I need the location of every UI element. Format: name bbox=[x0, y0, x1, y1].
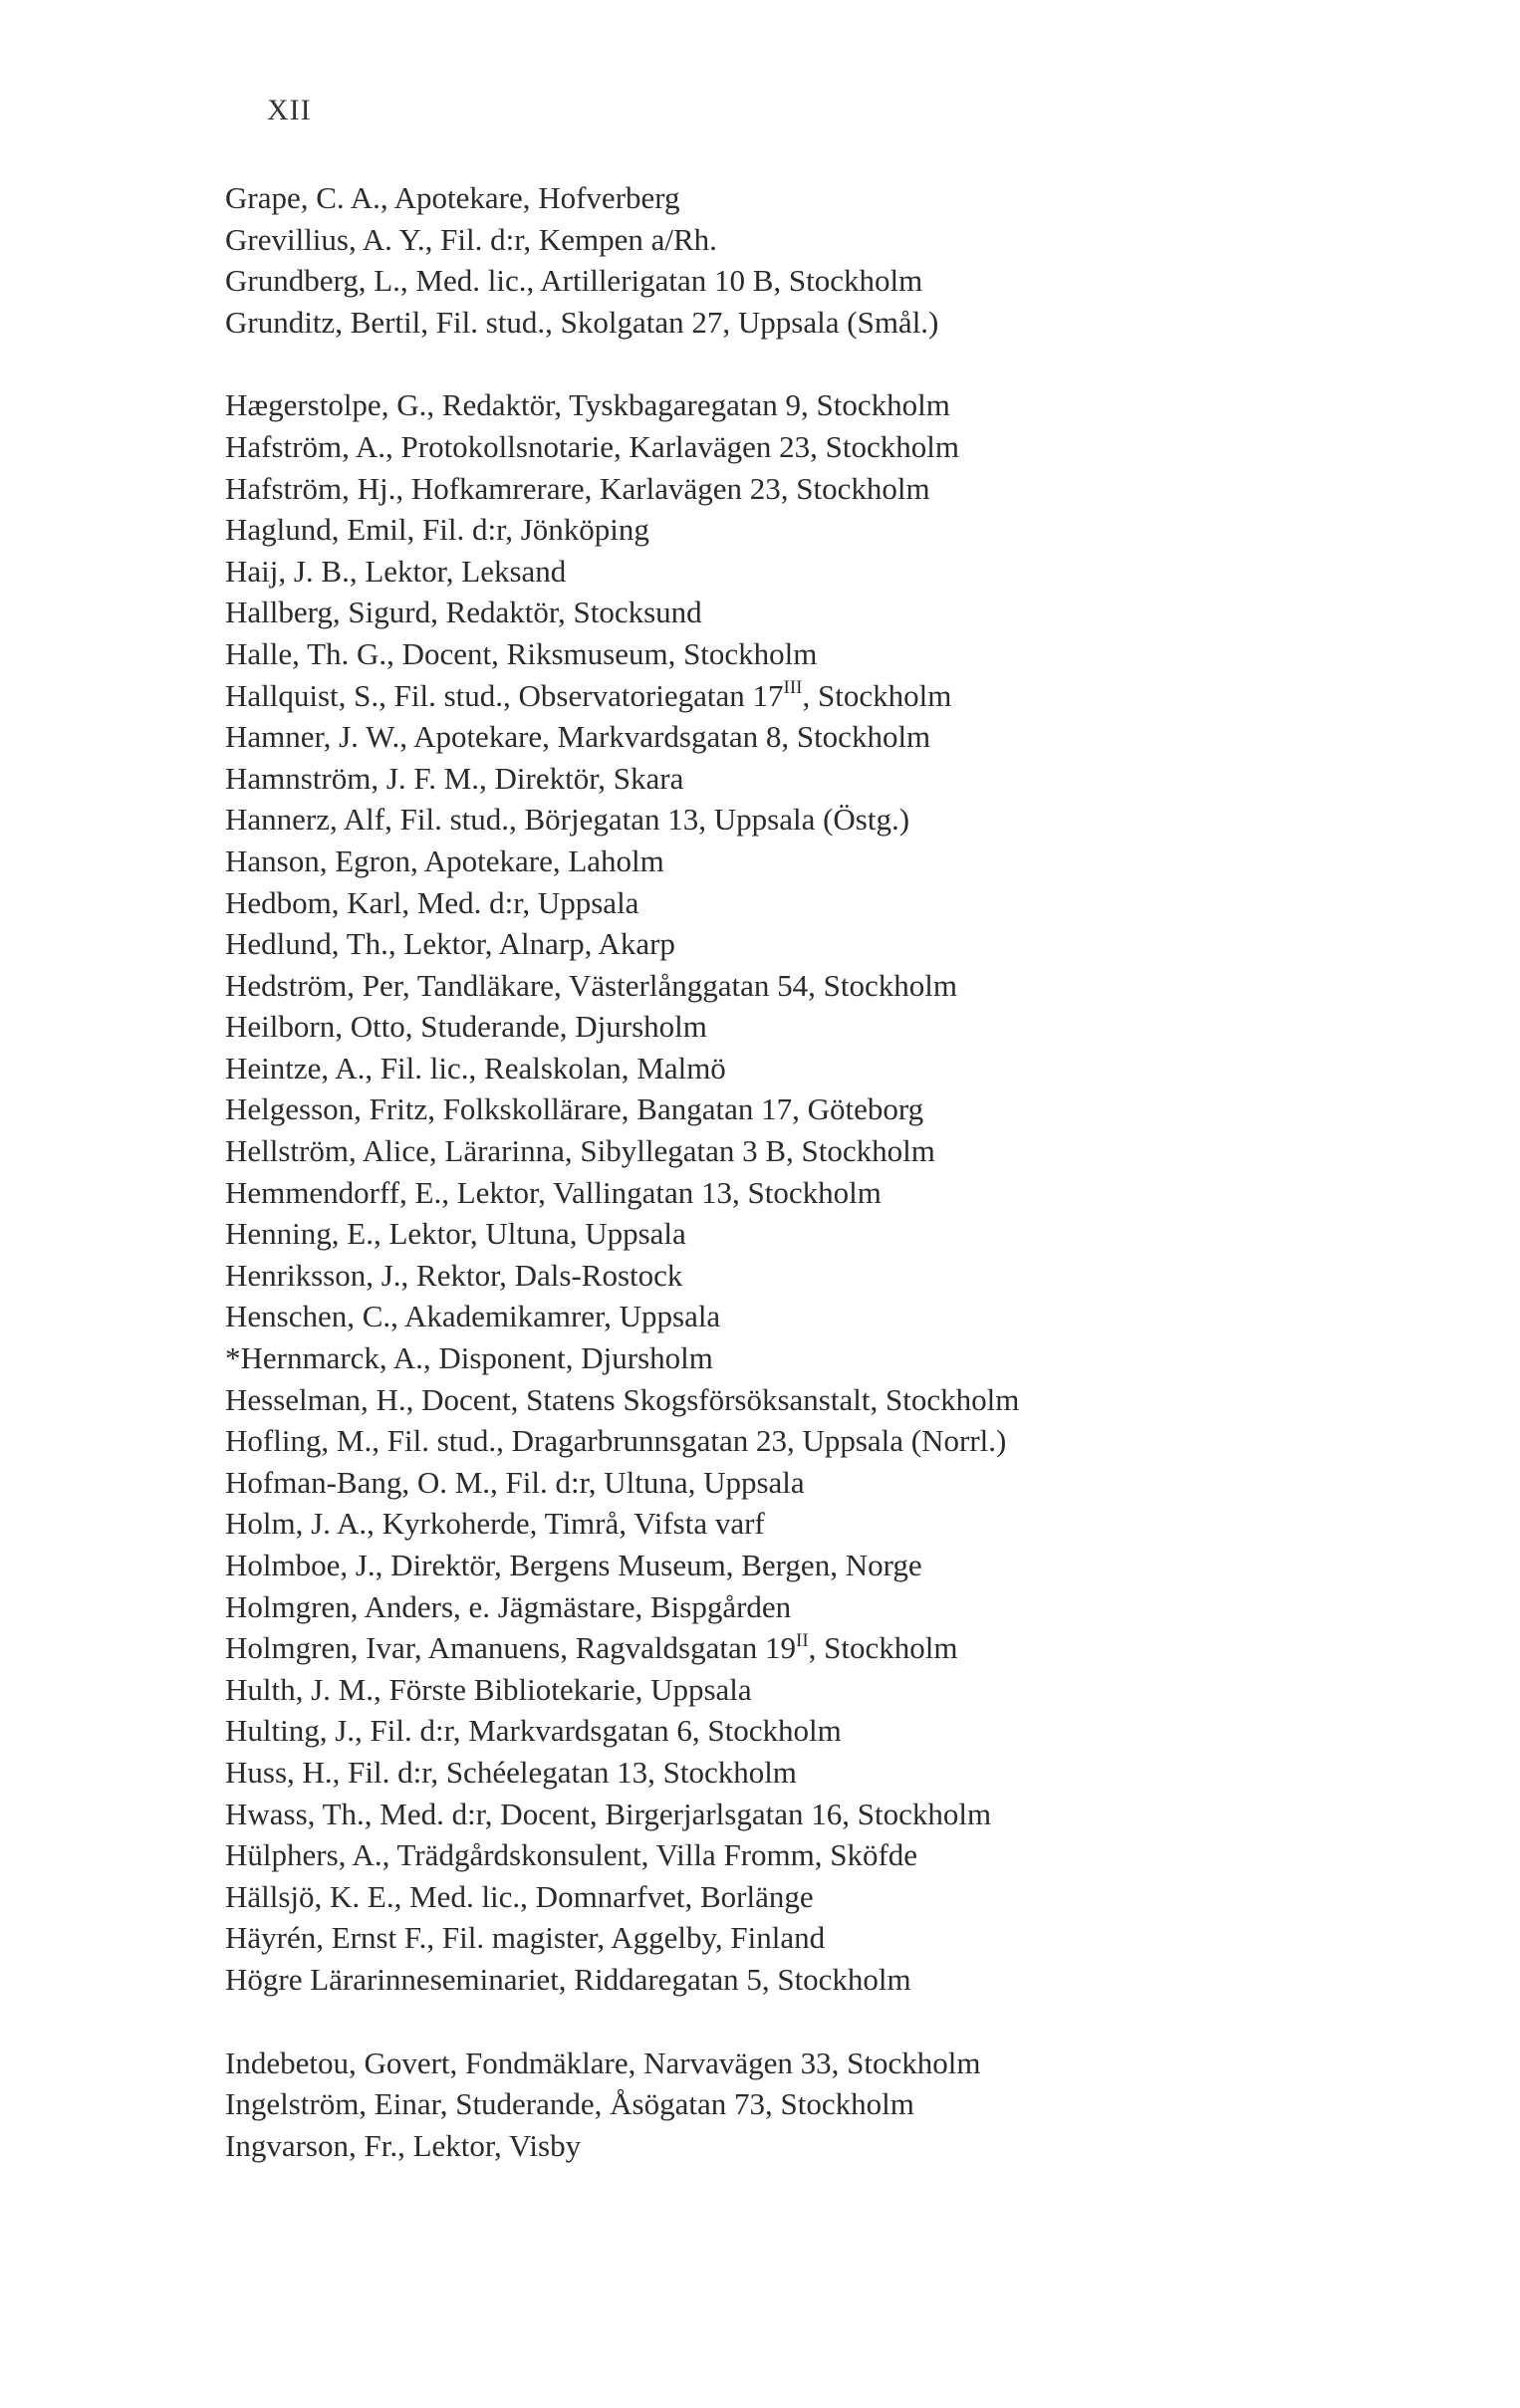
list-item: Hedlund, Th., Lektor, Alnarp, Akarp bbox=[225, 926, 675, 962]
list-item: Ingelström, Einar, Studerande, Åsögatan 73, Stockholm bbox=[225, 2086, 914, 2122]
list-item: Grevillius, A. Y., Fil. d:r, Kempen a/Rh. bbox=[225, 221, 717, 257]
list-item: Hægerstolpe, G., Redaktör, Tyskbagaregatan 9, Stockholm bbox=[225, 387, 950, 423]
list-item: Henriksson, J., Rektor, Dals-Rostock bbox=[225, 1257, 683, 1293]
list-item: Indebetou, Govert, Fondmäklare, Narvavägen 33, Stockholm bbox=[225, 2045, 981, 2080]
list-item: Högre Lärarinneseminariet, Riddaregatan 5, Stockholm bbox=[225, 1961, 911, 1997]
list-item: Hesselman, H., Docent, Statens Skogsförsöksanstalt, Stockholm bbox=[225, 1381, 1020, 1417]
list-item: Hamnström, J. F. M., Direktör, Skara bbox=[225, 760, 684, 796]
list-item: Helgesson, Fritz, Folkskollärare, Bangatan 17, Göteborg bbox=[225, 1091, 924, 1127]
list-item: Hafström, Hj., Hofkamrerare, Karlavägen 23, Stockholm bbox=[225, 470, 930, 506]
page-number: XII bbox=[267, 94, 312, 126]
list-item: Henschen, C., Akademikamrer, Uppsala bbox=[225, 1299, 721, 1334]
entry-group-i bbox=[225, 2043, 1400, 2167]
list-item: Holmboe, J., Direktör, Bergens Museum, Bergen, Norge bbox=[225, 1548, 922, 1582]
list-item: Hwass, Th., Med. d:r, Docent, Birgerjarlsgatan 16, Stockholm bbox=[225, 1796, 992, 1831]
list-item: Huss, H., Fil. d:r, Schéelegatan 13, Stockholm bbox=[225, 1754, 797, 1790]
list-item: Hällsjö, K. E., Med. lic., Domnarfvet, Borlänge bbox=[225, 1878, 814, 1914]
list-item: Hallberg, Sigurd, Redaktör, Stocksund bbox=[225, 595, 702, 630]
list-item: Hellström, Alice, Lärarinna, Sibyllegatan 3 B, Stockholm bbox=[225, 1133, 935, 1169]
list-item: Holm, J. A., Kyrkoherde, Timrå, Vifsta varf bbox=[225, 1506, 765, 1542]
list-item: Hemmendorff, E., Lektor, Vallingatan 13, Stockholm bbox=[225, 1174, 882, 1210]
entry-group-g bbox=[225, 177, 1400, 343]
list-item: Hulth, J. M., Förste Bibliotekarie, Uppsala bbox=[225, 1671, 752, 1707]
list-item: Ingvarson, Fr., Lektor, Visby bbox=[225, 2127, 582, 2163]
list-item: Hedström, Per, Tandläkare, Västerlånggatan 54, Stockholm bbox=[225, 967, 957, 1003]
entry-group-h bbox=[225, 384, 1400, 2000]
list-item: Haglund, Emil, Fil. d:r, Jönköping bbox=[225, 512, 649, 548]
list-item: Hülphers, A., Trädgårdskonsulent, Villa Fromm, Sköfde bbox=[225, 1837, 918, 1873]
list-item: Häyrén, Ernst F., Fil. magister, Aggelby, Finland bbox=[225, 1920, 826, 1956]
list-item: Haij, J. B., Lektor, Leksand bbox=[225, 553, 567, 589]
list-item: Hafström, A., Protokollsnotarie, Karlavägen 23, Stockholm bbox=[225, 428, 959, 464]
list-item: Hofling, M., Fil. stud., Dragarbrunnsgatan 23, Uppsala (Norrl.) bbox=[225, 1423, 1007, 1459]
list-item: Hamner, J. W., Apotekare, Markvardsgatan 8, Stockholm bbox=[225, 719, 931, 755]
list-item: Hallquist, S., Fil. stud., Observatoriegatan $17^{III}$, Stockholm bbox=[225, 677, 952, 713]
list-item: Hannerz, Alf, Fil. stud., Börjegatan 13, Uppsala (Östg.) bbox=[225, 802, 910, 838]
list-item: Heintze, A., Fil. lic., Realskolan, Malmö bbox=[225, 1050, 726, 1085]
list-item: Henning, E., Lektor, Ultuna, Uppsala bbox=[225, 1216, 686, 1252]
list-item: *Hernmarck, A., Disponent, Djursholm bbox=[225, 1340, 713, 1376]
list-item: Halle, Th. G., Docent, Riksmuseum, Stockholm bbox=[225, 635, 818, 671]
list-item: Hofman-Bang, O. M., Fil. d:r, Ultuna, Uppsala bbox=[225, 1464, 805, 1500]
list-item: Grunditz, Bertil, Fil. stud., Skolgatan 27, Uppsala (Smål.) bbox=[225, 304, 939, 340]
list-item: Grape, C. A., Apotekare, Hofverberg bbox=[225, 180, 680, 215]
list-item: Hedbom, Karl, Med. d:r, Uppsala bbox=[225, 884, 639, 920]
list-item: Grundberg, L., Med. lic., Artillerigatan 10 B, Stockholm bbox=[225, 263, 923, 299]
list-item: Heilborn, Otto, Studerande, Djursholm bbox=[225, 1009, 707, 1045]
list-item: Hulting, J., Fil. d:r, Markvardsgatan 6, Stockholm bbox=[225, 1713, 842, 1749]
list-item: Holmgren, Anders, e. Jägmästare, Bispgården bbox=[225, 1588, 792, 1624]
superscript: III bbox=[783, 677, 803, 699]
list-item: Holmgren, Ivar, Amanuens, Ragvaldsgatan $19^{II}$, Stockholm bbox=[225, 1629, 958, 1666]
member-list bbox=[225, 177, 1400, 2166]
list-item: Hanson, Egron, Apotekare, Laholm bbox=[225, 843, 664, 878]
superscript: II bbox=[796, 1629, 809, 1651]
